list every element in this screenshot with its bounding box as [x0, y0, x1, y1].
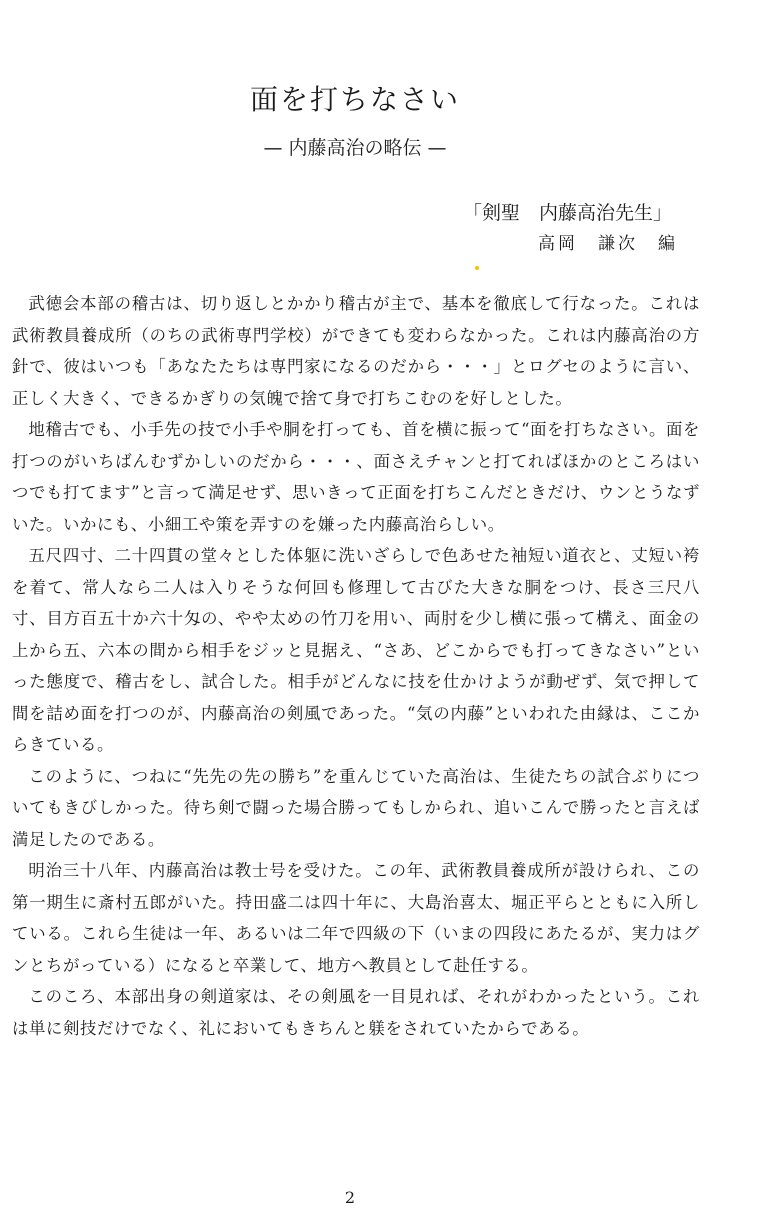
source-citation: 「剣聖 内藤高治先生」: [462, 202, 672, 224]
author-credit: 高岡 謙次 編: [538, 234, 678, 254]
document-title: 面を打ちなさい: [249, 83, 460, 116]
document-subtitle: — 内藤高治の略伝 —: [263, 137, 447, 159]
paragraph: 五尺四寸、二十四貫の堂々とした体躯に洗いざらしで色あせた袖短い道衣と、丈短い袴を着て、常人なら二人は入りそうな何回も修理して古びた大きな胴をつけ、長さ三尺八寸、目方百五十か六十匁の、やや太めの竹刀を用い、両肘を少し横に張って構え、面金の上から五、六本の間から相手をジッと見据え、“さあ、どこからでも打ってきなさい”といった態度で、稽古をし、試合した。相手がどんなに技を仕かけようが動ぜず、気で押して間を詰め面を打つのが、内藤高治の剣風であった。“気の内藤”といわれた由縁は、ここからきている。: [12, 546, 700, 754]
body-text: [12, 288, 700, 1044]
decorative-dot: [475, 266, 479, 270]
page-number: 2: [344, 1188, 356, 1207]
paragraph: このように、つねに“先先の先の勝ち”を重んじていた高治は、生徒たちの試合ぶりについてもきびしかった。待ち剣で闘った場合勝ってもしかられ、追いこんで勝ったと言えば満足したのである。: [12, 766, 700, 849]
paragraph: 武徳会本部の稽古は、切り返しとかかり稽古が主で、基本を徹底して行なった。これは武術教員養成所（のちの武術専門学校）ができても変わらなかった。これは内藤高治の方針で、彼はいつも「あなたたちは専門家になるのだから・・・」とログセのように言い、正しく大きく、できるかぎりの気魄で捨て身で打ちこむのを好しとした。: [12, 294, 700, 408]
paragraph: 地稽古でも、小手先の技で小手や胴を打っても、首を横に振って“面を打ちなさい。面を打つのがいちばんむずかしいのだから・・・、面さえチャンと打てればほかのところはいつでも打てます”と言って満足せず、思いきって正面を打ちこんだときだけ、ウンとうなずいた。いかにも、小細工や策を弄すのを嫌った内藤高治らしい。: [12, 420, 701, 534]
paragraph: 明治三十八年、内藤高治は教士号を受けた。この年、武術教員養成所が設けられ、この第一期生に斎村五郎がいた。持田盛二は四十年に、大島治喜太、堀正平らとともに入所している。これら生徒は一年、あるいは二年で四級の下（いまの四段にあたるが、実力はグンとちがっている）になると卒業して、地方へ教員として赴任する。: [12, 861, 700, 975]
paragraph: このころ、本部出身の剣道家は、その剣風を一目見れば、それがわかったという。これは単に剣技だけでなく、礼においてもきちんと躾をされていたからである。: [12, 987, 700, 1038]
